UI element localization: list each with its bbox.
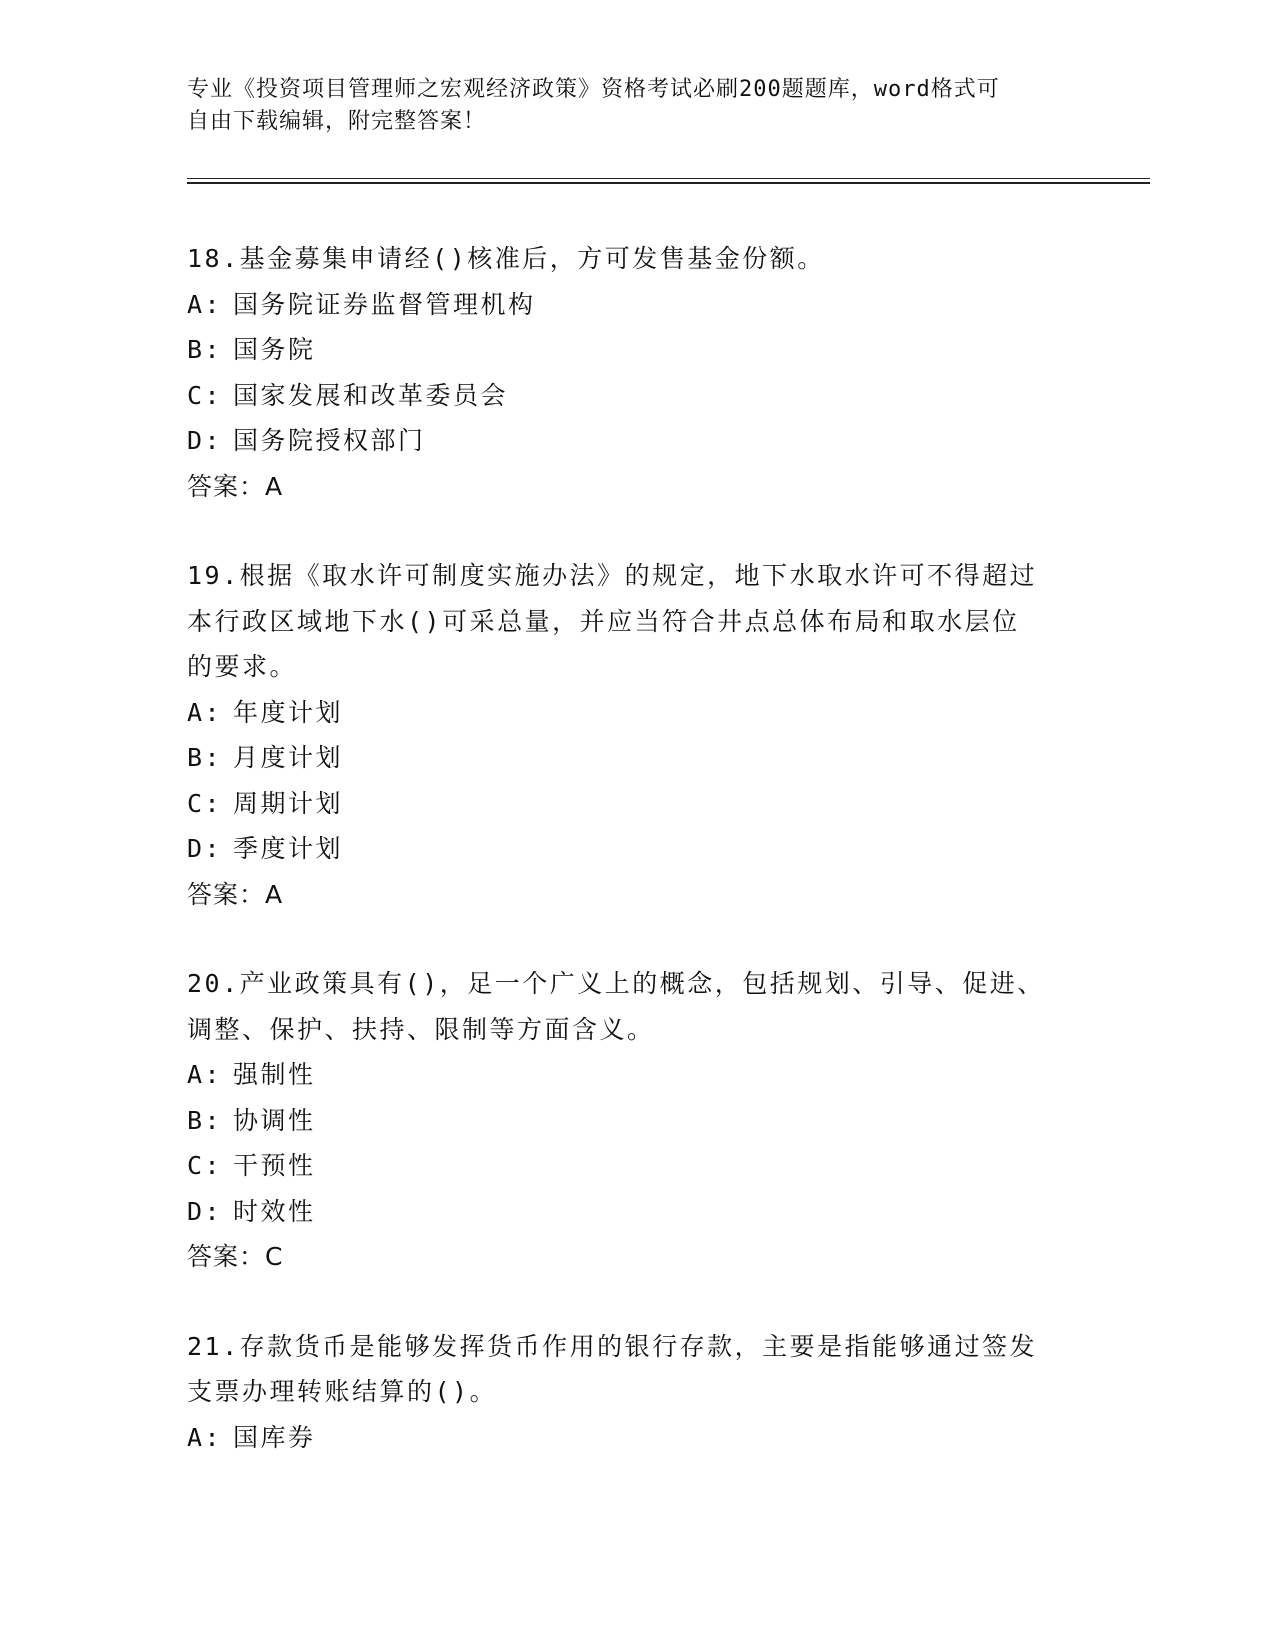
option-text: 年度计划 <box>233 697 344 727</box>
option-c <box>187 373 1087 419</box>
option-text: 国家发展和改革委员会 <box>233 380 509 410</box>
question-text: 18.基金募集申请经()核准后，方可发售基金份额。 <box>187 244 825 273</box>
answer-line: 答案：A <box>187 471 284 501</box>
option-text: 国务院授权部门 <box>233 426 426 455</box>
option-key: B: <box>187 335 223 364</box>
option-key: C: <box>187 1151 223 1180</box>
option-key: D: <box>187 834 223 863</box>
header-divider <box>187 182 1150 184</box>
question-20 <box>187 961 1087 1280</box>
option-key: A: <box>187 289 223 319</box>
option-key: C: <box>187 380 223 410</box>
option-text: 季度计划 <box>233 834 344 863</box>
header-divider <box>187 178 1150 179</box>
option-a <box>187 1415 1087 1461</box>
option-a <box>187 690 1087 736</box>
option-c <box>187 1143 1087 1189</box>
option-b <box>187 1098 1087 1144</box>
option-text: 月度计划 <box>233 743 344 772</box>
option-key: A: <box>187 697 223 727</box>
option-d <box>187 826 1087 872</box>
option-text: 周期计划 <box>233 788 344 818</box>
question-18 <box>187 236 1087 509</box>
question-text: 本行政区域地下水()可采总量，并应当符合井点总体布局和取水层位 <box>187 606 1020 636</box>
question-text: 21.存款货币是能够发挥货币作用的银行存款，主要是指能够通过签发 <box>187 1331 1038 1361</box>
option-b <box>187 327 1087 373</box>
option-text: 国务院 <box>233 335 316 364</box>
option-key: A: <box>187 1422 223 1452</box>
option-a <box>187 1052 1087 1098</box>
option-text: 强制性 <box>233 1060 316 1089</box>
option-text: 干预性 <box>233 1151 316 1180</box>
header-line: 自由下载编辑，附完整答案！ <box>187 109 487 134</box>
option-key: D: <box>187 426 223 455</box>
option-a <box>187 282 1087 328</box>
question-19 <box>187 553 1087 917</box>
question-text: 20.产业政策具有()，足一个广义上的概念，包括规划、引导、促进、 <box>187 969 1045 998</box>
option-key: B: <box>187 743 223 772</box>
question-text: 调整、保护、扶持、限制等方面含义。 <box>187 1014 655 1044</box>
option-text: 时效性 <box>233 1196 316 1226</box>
option-text: 国库券 <box>233 1422 316 1452</box>
question-list <box>187 236 1087 1504</box>
option-b <box>187 735 1087 781</box>
question-text: 19.根据《取水许可制度实施办法》的规定，地下水取水许可不得超过 <box>187 561 1038 590</box>
option-text: 协调性 <box>233 1105 316 1135</box>
header-line: 专业《投资项目管理师之宏观经济政策》资格考试必刷200题题库，word格式可 <box>187 77 1000 102</box>
option-key: D: <box>187 1196 223 1226</box>
option-key: B: <box>187 1105 223 1135</box>
answer-line: 答案：C <box>187 1242 284 1271</box>
option-d <box>187 1189 1087 1235</box>
option-text: 国务院证券监督管理机构 <box>233 289 536 319</box>
question-21 <box>187 1324 1087 1461</box>
option-key: C: <box>187 788 223 818</box>
document-header <box>187 74 1067 138</box>
question-text: 支票办理转账结算的()。 <box>187 1377 498 1406</box>
question-text: 的要求。 <box>187 652 298 681</box>
option-key: A: <box>187 1060 223 1089</box>
answer-line: 答案：A <box>187 879 284 909</box>
option-d <box>187 418 1087 464</box>
option-c <box>187 781 1087 827</box>
